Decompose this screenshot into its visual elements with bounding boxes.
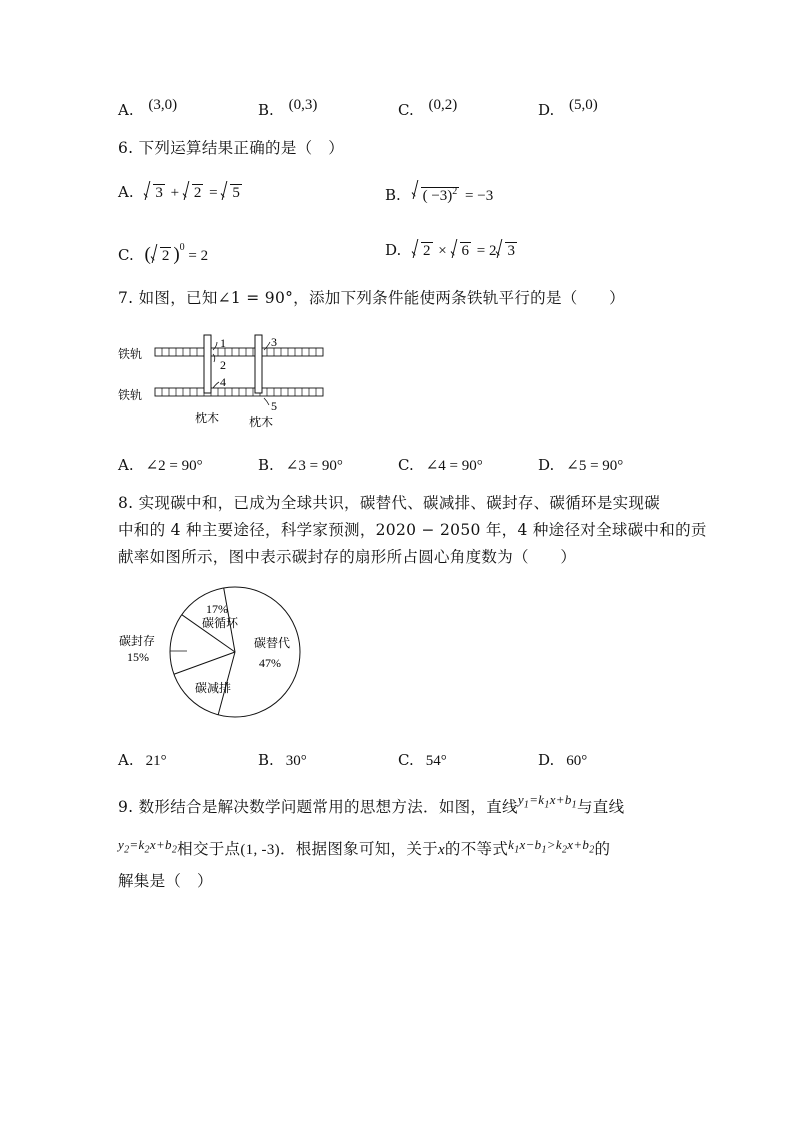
q7-option-b xyxy=(258,455,343,476)
q7-option-d xyxy=(538,455,623,476)
q7-option-c xyxy=(398,455,483,476)
q8-option-c xyxy=(398,750,447,771)
sym: x xyxy=(567,837,574,852)
option-label: B. xyxy=(258,751,274,769)
sqrt-symbol xyxy=(144,183,165,203)
option-value: 30° xyxy=(285,753,307,769)
sym: = xyxy=(529,792,539,807)
option-label: B. xyxy=(385,186,401,204)
q9-var: x xyxy=(437,842,445,858)
sleeper-label-right: 枕木 xyxy=(249,415,274,429)
sqrt-symbol xyxy=(183,183,204,203)
sym: > xyxy=(546,837,556,852)
q6-option-b xyxy=(385,182,493,206)
q8-option-a xyxy=(118,750,167,771)
angle-label-2: 2 xyxy=(220,358,226,372)
pie-chart xyxy=(115,585,325,720)
sub: 2 xyxy=(561,844,568,856)
q5-option-b xyxy=(258,97,318,121)
q9-point: (1, -3) xyxy=(240,842,280,858)
exponent: 0 xyxy=(179,242,185,253)
q7-option-a xyxy=(118,455,203,476)
sym: x xyxy=(549,792,556,807)
sym: y xyxy=(517,792,524,807)
sub: 2 xyxy=(589,844,595,856)
sym: − xyxy=(525,837,535,852)
q6-b-expression xyxy=(412,188,494,204)
option-label: D. xyxy=(538,751,555,769)
sym: k xyxy=(138,837,145,852)
q9-text: 与直线 xyxy=(576,798,625,816)
q9-text: 的不等式 xyxy=(444,840,509,858)
option-label: A. xyxy=(118,101,134,119)
option-label: D. xyxy=(385,241,402,259)
sleeper-left xyxy=(204,335,211,393)
option-label: A. xyxy=(118,751,134,769)
q8-line-1: 8. 实现碳中和，已成为全球共识，碳替代、碳减排、碳封存、碳循环是实现碳 xyxy=(118,494,661,512)
radicand: 6 xyxy=(461,243,470,259)
q6-option-d xyxy=(385,240,519,261)
sym: = xyxy=(129,837,139,852)
sym: b xyxy=(564,792,572,807)
sqrt-symbol xyxy=(451,241,472,261)
q6-stem: 6. 下列运算结果正确的是（ ） xyxy=(118,139,345,157)
q9-text: 的 xyxy=(594,840,611,858)
operator: + xyxy=(170,185,180,201)
radicand: 3 xyxy=(155,185,163,201)
paren-close: ) xyxy=(173,244,180,265)
q6-option-a xyxy=(118,182,244,203)
option-value: 54° xyxy=(425,753,447,769)
q9-line2-equation xyxy=(118,837,178,856)
option-label: C. xyxy=(398,101,414,119)
railway-figure xyxy=(115,330,335,435)
q8-option-d xyxy=(538,750,587,771)
option-label: B. xyxy=(258,456,274,474)
q5-option-d xyxy=(538,97,598,121)
rhs: = −3 xyxy=(465,188,494,204)
q5-option-c xyxy=(398,97,458,121)
sqrt-symbol xyxy=(412,241,433,261)
angle-arc-5 xyxy=(264,398,269,405)
paren-open: ( xyxy=(144,244,151,265)
rail-label-bottom: 铁轨 xyxy=(118,388,143,402)
option-label: D. xyxy=(538,456,555,474)
option-label: C. xyxy=(398,751,414,769)
angle-label-3: 3 xyxy=(271,335,277,349)
angle-label-1: 1 xyxy=(220,336,226,350)
option-value: ∠2 = 90° xyxy=(145,458,203,474)
option-label: C. xyxy=(118,246,134,264)
sub: 1 xyxy=(544,799,550,811)
q8-option-b xyxy=(258,750,307,771)
sleeper-right xyxy=(255,335,262,393)
option-value: (0,2) xyxy=(428,97,458,113)
rhs: = 2 xyxy=(188,248,209,264)
angle-label-5: 5 xyxy=(271,399,277,413)
sym: k xyxy=(555,837,562,852)
q9-line-1 xyxy=(118,792,625,825)
sym: b xyxy=(534,837,542,852)
option-label: A. xyxy=(118,183,134,201)
q9-text: ．根据图象可知，关于 xyxy=(279,840,438,858)
angle-arc-4 xyxy=(213,382,219,388)
label-carbon-storage-pct: 15% xyxy=(127,650,149,664)
sub: 2 xyxy=(144,844,150,856)
radicand: 3 xyxy=(507,243,515,259)
sub: 1 xyxy=(541,844,547,856)
q6-option-c xyxy=(118,242,208,266)
option-label: A. xyxy=(118,456,134,474)
q9-text: 相交于点 xyxy=(177,840,241,858)
sym: y xyxy=(118,837,125,852)
q6-a-expression xyxy=(144,185,243,201)
q9-text: 9. 数形结合是解决数学问题常用的思想方法．如图，直线 xyxy=(118,798,518,816)
option-value: ∠4 = 90° xyxy=(425,458,483,474)
operator: = xyxy=(209,185,218,201)
q9-inequality xyxy=(508,837,595,856)
sym: + xyxy=(573,837,583,852)
option-value: (0,3) xyxy=(288,97,318,113)
q8-line-2: 中和的 4 种主要途径，科学家预测，2020 − 2050 年，4 种途径对全球碳中和的贡 xyxy=(118,521,707,539)
label-carbon-substitution: 碳替代 xyxy=(254,636,291,650)
option-value: 60° xyxy=(566,753,588,769)
q8-line-3: 献率如图所示，图中表示碳封存的扇形所占圆心角度数为（ ） xyxy=(118,548,577,566)
sub: 2 xyxy=(124,844,130,856)
option-value: ∠5 = 90° xyxy=(566,458,624,474)
label-carbon-cycle-pct: 17% xyxy=(206,602,228,616)
sub: 2 xyxy=(171,844,178,856)
option-label: B. xyxy=(258,101,274,119)
radicand-text: ( −3) xyxy=(422,188,453,204)
label-carbon-substitution-pct: 47% xyxy=(259,656,281,670)
option-label: C. xyxy=(398,456,414,474)
sqrt-symbol xyxy=(221,183,242,203)
sym: b xyxy=(582,837,590,852)
sub: 1 xyxy=(571,799,577,811)
radicand xyxy=(421,187,460,204)
angle-label-4: 4 xyxy=(220,375,226,389)
sub: 1 xyxy=(514,844,520,856)
operator: = 2 xyxy=(476,243,497,259)
radicand: 2 xyxy=(423,243,431,259)
q6-d-expression xyxy=(412,243,519,259)
sym: k xyxy=(538,792,545,807)
q5-option-a xyxy=(118,97,178,121)
rail-top xyxy=(155,348,323,356)
sym: x xyxy=(519,837,526,852)
sqrt-symbol xyxy=(496,241,517,261)
q9-line-3: 解集是（ ） xyxy=(118,872,213,890)
operator: × xyxy=(438,243,447,259)
sym: x xyxy=(149,837,156,852)
option-value: (3,0) xyxy=(148,97,178,113)
radicand: 2 xyxy=(161,248,170,264)
radicand: 5 xyxy=(232,185,240,201)
label-carbon-cycle: 碳循环 xyxy=(202,616,239,630)
option-value: ∠3 = 90° xyxy=(285,458,343,474)
q6-c-expression xyxy=(144,242,209,265)
option-value: (5,0) xyxy=(569,97,598,113)
sym: + xyxy=(155,837,166,852)
q9-line-2 xyxy=(118,838,610,867)
label-carbon-reduction: 碳减排 xyxy=(195,681,232,695)
sub: 1 xyxy=(523,799,530,811)
q9-line1-equation xyxy=(517,792,577,811)
label-carbon-storage: 碳封存 xyxy=(119,634,156,648)
option-value: 21° xyxy=(145,753,167,769)
option-label: D. xyxy=(538,101,555,119)
rail-bottom xyxy=(155,388,323,396)
sqrt-symbol xyxy=(151,246,172,266)
rail-label-top: 铁轨 xyxy=(118,347,143,361)
sqrt-symbol xyxy=(412,182,460,206)
sym: + xyxy=(555,792,565,807)
q7-stem: 7. 如图，已知∠1 = 90°，添加下列条件能使两条铁轨平行的是（ ） xyxy=(118,289,625,307)
sleeper-label-left: 枕木 xyxy=(195,411,220,425)
exponent: 2 xyxy=(452,186,458,197)
sym: k xyxy=(508,837,515,852)
sym: b xyxy=(165,837,172,852)
radicand: 2 xyxy=(193,185,202,201)
